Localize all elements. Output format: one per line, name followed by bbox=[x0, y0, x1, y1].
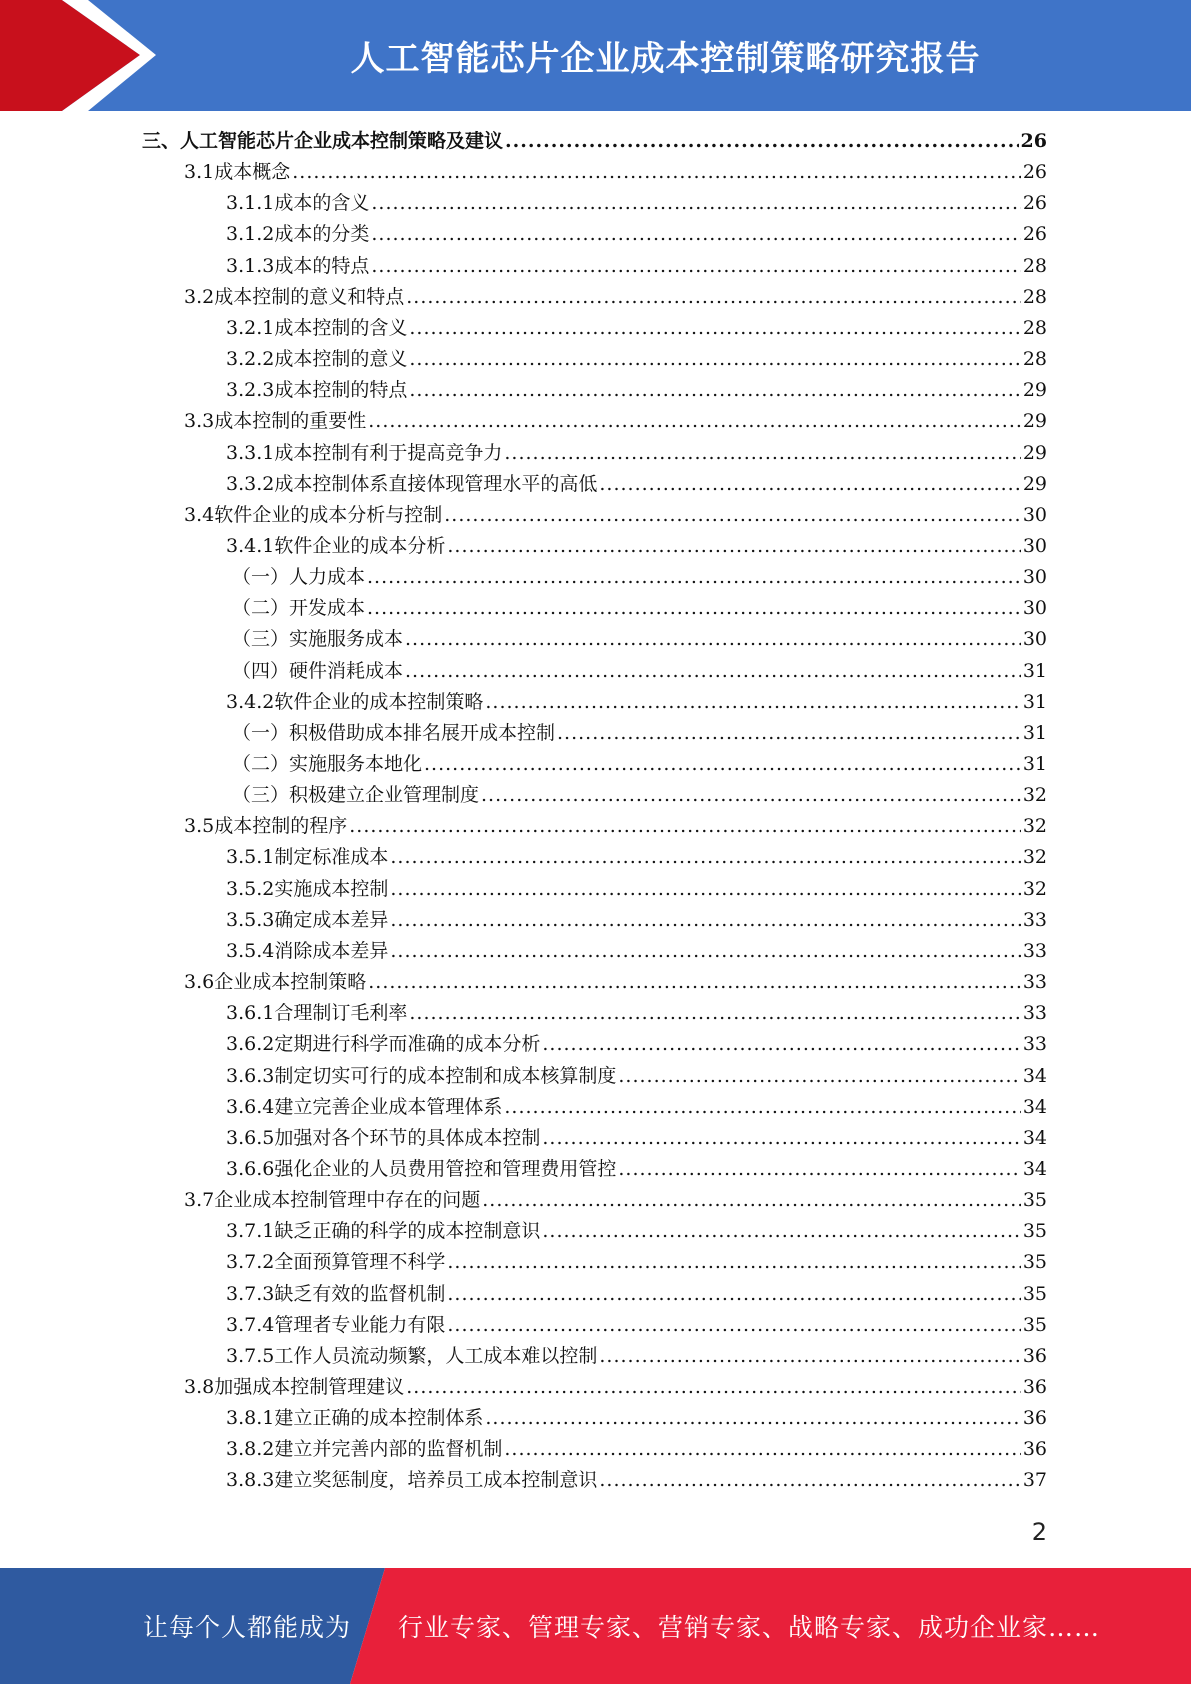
toc-entry-number: 3.6.3 bbox=[226, 1064, 275, 1087]
toc-entry-page: 31 bbox=[1022, 659, 1047, 682]
toc-dot-leader bbox=[409, 344, 1020, 375]
toc-entry[interactable] bbox=[226, 531, 1047, 562]
toc-entry-label: 成本概念 bbox=[214, 161, 291, 184]
toc-entry-label: （三）积极建立企业管理制度 bbox=[232, 784, 480, 807]
toc-entry-number: 3.1 bbox=[184, 161, 215, 184]
toc-entry-label: 成本控制体系直接体现管理水平的高低 bbox=[274, 472, 598, 495]
toc-entry-label: 企业成本控制管理中存在的问题 bbox=[214, 1189, 481, 1212]
toc-entry[interactable] bbox=[226, 188, 1047, 219]
toc-dot-leader bbox=[542, 1029, 1020, 1060]
toc-entry-page: 30 bbox=[1022, 597, 1047, 620]
toc-entry-label: 成本控制的意义 bbox=[274, 348, 408, 371]
toc-entry-label: 确定成本差异 bbox=[274, 908, 389, 931]
toc-entry-number: 3.6.4 bbox=[226, 1095, 275, 1118]
toc-entry-page: 28 bbox=[1022, 316, 1047, 339]
toc-entry[interactable] bbox=[184, 500, 1047, 531]
page-number: 2 bbox=[1031, 1518, 1047, 1546]
toc-entry-page: 33 bbox=[1022, 1033, 1047, 1056]
toc-entry[interactable] bbox=[184, 406, 1047, 437]
toc-entry-page: 29 bbox=[1022, 441, 1047, 464]
toc-entry-number: 3.5.1 bbox=[226, 846, 275, 869]
toc-dot-leader bbox=[599, 1341, 1020, 1372]
toc-entry[interactable] bbox=[232, 562, 1047, 593]
toc-dot-leader bbox=[368, 406, 1021, 437]
toc-entry[interactable] bbox=[226, 469, 1047, 500]
toc-entry[interactable] bbox=[184, 1372, 1047, 1403]
toc-entry[interactable] bbox=[226, 375, 1047, 406]
toc-entry-number: 三、 bbox=[142, 130, 181, 152]
toc-entry-number: 3.1.3 bbox=[226, 254, 275, 277]
toc-entry-label: 定期进行科学而准确的成本分析 bbox=[274, 1033, 541, 1056]
toc-dot-leader bbox=[390, 842, 1020, 873]
toc-dot-leader bbox=[406, 1372, 1021, 1403]
toc-dot-leader bbox=[447, 1310, 1020, 1341]
toc-entry-label: 成本控制的程序 bbox=[214, 815, 348, 838]
toc-dot-leader bbox=[504, 1092, 1020, 1123]
toc-dot-leader bbox=[292, 157, 1021, 188]
toc-entry-number: 3.7 bbox=[184, 1189, 215, 1212]
toc-entry[interactable] bbox=[232, 718, 1047, 749]
toc-entry-page: 29 bbox=[1022, 379, 1047, 402]
toc-entry-page: 31 bbox=[1022, 753, 1047, 775]
toc-dot-leader bbox=[367, 593, 1021, 624]
toc-entry-page: 35 bbox=[1022, 1189, 1047, 1212]
toc-entry[interactable] bbox=[184, 967, 1047, 998]
toc-dot-leader bbox=[409, 998, 1020, 1029]
toc-entry[interactable] bbox=[226, 1310, 1047, 1341]
toc-entry-number: 3.8.3 bbox=[226, 1469, 275, 1492]
toc-dot-leader bbox=[599, 1465, 1020, 1496]
toc-entry-number: 3.6.1 bbox=[226, 1002, 275, 1025]
toc-entry[interactable] bbox=[232, 593, 1047, 624]
toc-entry-label: 建立奖惩制度，培养员工成本控制意识 bbox=[274, 1469, 598, 1492]
toc-entry-label: 软件企业的成本分析 bbox=[274, 534, 446, 557]
toc-entry[interactable] bbox=[226, 936, 1047, 967]
toc-entry-number: 3.7.2 bbox=[226, 1251, 275, 1274]
toc-entry-page: 32 bbox=[1022, 784, 1047, 807]
toc-entry-number: 3.4.2 bbox=[226, 690, 275, 713]
toc-dot-leader bbox=[390, 936, 1020, 967]
toc-entry-label: 制定标准成本 bbox=[274, 846, 389, 869]
toc-entry-label: 成本控制的重要性 bbox=[214, 410, 367, 433]
toc-entry-page: 28 bbox=[1022, 348, 1047, 371]
toc-entry[interactable] bbox=[226, 842, 1047, 873]
toc-entry[interactable] bbox=[184, 1185, 1047, 1216]
toc-dot-leader bbox=[447, 531, 1020, 562]
toc-entry-page: 32 bbox=[1022, 877, 1047, 900]
toc-entry[interactable] bbox=[184, 282, 1047, 313]
toc-entry[interactable] bbox=[226, 1123, 1047, 1154]
toc-dot-leader bbox=[618, 1154, 1020, 1185]
toc-entry-number: 3.3.2 bbox=[226, 472, 275, 495]
toc-entry-page: 32 bbox=[1022, 815, 1047, 838]
toc-entry-page: 33 bbox=[1022, 908, 1047, 931]
toc-dot-leader bbox=[371, 251, 1020, 282]
toc-dot-leader bbox=[390, 874, 1020, 905]
toc-entry-label: 加强对各个环节的具体成本控制 bbox=[274, 1126, 541, 1149]
toc-dot-leader bbox=[390, 905, 1020, 936]
toc-entry-number: 3.6 bbox=[184, 971, 215, 994]
toc-entry-page: 26 bbox=[1022, 161, 1047, 184]
toc-entry[interactable] bbox=[226, 251, 1047, 282]
footer-banner bbox=[0, 1568, 1191, 1684]
toc-entry-page: 30 bbox=[1022, 628, 1047, 651]
toc-dot-leader bbox=[405, 656, 1021, 687]
toc-entry-page: 26 bbox=[1022, 192, 1047, 215]
toc-entry-label: （一）积极借助成本排名展开成本控制 bbox=[232, 721, 556, 744]
toc-entry-label: 工作人员流动频繁，人工成本难以控制 bbox=[274, 1344, 598, 1367]
toc-entry[interactable] bbox=[226, 1341, 1047, 1372]
toc-entry-label: 成本的分类 bbox=[274, 223, 370, 246]
toc-entry-page: 28 bbox=[1022, 254, 1047, 277]
toc-dot-leader bbox=[504, 1434, 1020, 1465]
toc-entry-number: 3.1.2 bbox=[226, 223, 275, 246]
toc-entry[interactable] bbox=[226, 1434, 1047, 1465]
toc-entry-page: 26 bbox=[1022, 223, 1047, 246]
toc-entry-number: 3.4 bbox=[184, 503, 215, 526]
toc-dot-leader bbox=[349, 811, 1021, 842]
toc-entry-number: 3.2.2 bbox=[226, 348, 275, 371]
toc-entry-page: 36 bbox=[1022, 1407, 1047, 1430]
toc-entry[interactable] bbox=[226, 1247, 1047, 1278]
toc-entry-page: 30 bbox=[1022, 534, 1047, 557]
toc-entry-label: 成本的特点 bbox=[274, 254, 370, 277]
toc-entry-page: 30 bbox=[1022, 566, 1047, 589]
toc-entry-page: 34 bbox=[1022, 1064, 1047, 1087]
toc-entry-label: 人工智能芯片企业成本控制策略及建议 bbox=[180, 130, 504, 152]
toc-entry-page: 35 bbox=[1022, 1220, 1047, 1243]
toc-entry-label: （二）开发成本 bbox=[232, 597, 366, 620]
footer-slogan-left: 让每个人都能成为 bbox=[143, 1613, 352, 1642]
toc-entry[interactable] bbox=[232, 656, 1047, 687]
toc-entry-page: 34 bbox=[1022, 1126, 1047, 1149]
toc-dot-leader bbox=[424, 749, 1021, 780]
toc-entry[interactable] bbox=[232, 749, 1047, 780]
toc-entry[interactable] bbox=[226, 1092, 1047, 1123]
toc-entry[interactable] bbox=[232, 780, 1047, 811]
toc-dot-leader bbox=[367, 562, 1021, 593]
toc-entry[interactable] bbox=[226, 1403, 1047, 1434]
toc-entry-label: 成本控制有利于提高竞争力 bbox=[274, 441, 503, 464]
toc-entry-page: 36 bbox=[1022, 1376, 1047, 1398]
toc-entry-number: 3.7.3 bbox=[226, 1282, 275, 1305]
toc-entry-page: 34 bbox=[1022, 1157, 1047, 1180]
toc-entry-label: 建立完善企业成本管理体系 bbox=[274, 1095, 503, 1118]
toc-entry-number: 3.8 bbox=[184, 1376, 215, 1398]
toc-entry-label: 成本控制的含义 bbox=[274, 316, 408, 339]
toc-entry[interactable] bbox=[226, 1029, 1047, 1060]
toc-entry-number: 3.8.2 bbox=[226, 1438, 275, 1461]
toc-dot-leader bbox=[482, 1185, 1021, 1216]
toc-entry-label: 企业成本控制策略 bbox=[214, 971, 367, 994]
toc-dot-leader bbox=[481, 780, 1021, 811]
toc-dot-leader bbox=[368, 967, 1021, 998]
toc-entry-page: 30 bbox=[1022, 503, 1047, 526]
toc-entry-number: 3.2 bbox=[184, 285, 215, 308]
toc-entry-label: （三）实施服务成本 bbox=[232, 628, 404, 651]
toc-entry-number: 3.7.4 bbox=[226, 1313, 275, 1336]
toc-entry-number: 3.5.3 bbox=[226, 908, 275, 931]
toc-entry-page: 31 bbox=[1022, 721, 1047, 744]
red-chevron-shape bbox=[0, 0, 140, 111]
toc-entry[interactable] bbox=[226, 1061, 1047, 1092]
toc-entry-number: 3.6.5 bbox=[226, 1126, 275, 1149]
toc-entry-number: 3.1.1 bbox=[226, 192, 275, 215]
toc-entry[interactable] bbox=[226, 998, 1047, 1029]
toc-dot-leader bbox=[405, 624, 1021, 655]
toc-entry-page: 29 bbox=[1022, 472, 1047, 495]
toc-entry-page: 36 bbox=[1022, 1344, 1047, 1367]
toc-entry-label: 缺乏有效的监督机制 bbox=[274, 1282, 446, 1305]
toc-dot-leader bbox=[447, 1279, 1020, 1310]
toc-entry[interactable] bbox=[226, 874, 1047, 905]
toc-dot-leader bbox=[504, 438, 1020, 469]
toc-entry-label: 成本控制的意义和特点 bbox=[214, 285, 405, 308]
toc-dot-leader bbox=[371, 188, 1020, 219]
toc-entry-label: 管理者专业能力有限 bbox=[274, 1313, 446, 1336]
toc-entry-label: 全面预算管理不科学 bbox=[274, 1251, 446, 1274]
toc-entry-label: 软件企业的成本控制策略 bbox=[274, 690, 484, 713]
toc-dot-leader bbox=[406, 282, 1021, 313]
toc-entry[interactable] bbox=[232, 624, 1047, 655]
toc-entry-number: 3.3.1 bbox=[226, 441, 275, 464]
toc-dot-leader bbox=[618, 1061, 1020, 1092]
footer-slogan-right: 行业专家、管理专家、营销专家、战略专家、成功企业家…… bbox=[398, 1613, 1101, 1642]
toc-entry[interactable] bbox=[226, 1216, 1047, 1247]
toc-entry-page: 29 bbox=[1022, 410, 1047, 433]
toc-entry-number: 3.4.1 bbox=[226, 534, 275, 557]
toc-dot-leader bbox=[557, 718, 1021, 749]
toc-dot-leader bbox=[485, 1403, 1020, 1434]
toc-dot-leader bbox=[444, 500, 1021, 531]
toc-entry-label: 成本的含义 bbox=[274, 192, 370, 215]
toc-entry-number: 3.2.3 bbox=[226, 379, 275, 402]
toc-entry[interactable] bbox=[226, 1465, 1047, 1496]
toc-entry[interactable] bbox=[226, 905, 1047, 936]
toc-entry-label: 强化企业的人员费用管控和管理费用管控 bbox=[274, 1157, 617, 1180]
toc-entry-label: 消除成本差异 bbox=[274, 939, 389, 962]
toc-entry-number: 3.8.1 bbox=[226, 1407, 275, 1430]
toc-dot-leader bbox=[409, 375, 1020, 406]
toc-entry-page: 34 bbox=[1022, 1095, 1047, 1118]
toc-entry[interactable] bbox=[184, 811, 1047, 842]
toc-entry[interactable] bbox=[226, 438, 1047, 469]
toc-dot-leader bbox=[409, 313, 1020, 344]
toc-entry-page: 33 bbox=[1022, 1002, 1047, 1025]
toc-dot-leader bbox=[542, 1123, 1020, 1154]
toc-entry-page: 35 bbox=[1022, 1251, 1047, 1274]
toc-entry-page: 35 bbox=[1022, 1313, 1047, 1336]
toc-entry[interactable] bbox=[184, 157, 1047, 188]
toc-entry-label: （二）实施服务本地化 bbox=[232, 753, 423, 775]
toc-entry-label: 合理制订毛利率 bbox=[274, 1002, 408, 1025]
toc-entry-page: 32 bbox=[1022, 846, 1047, 869]
report-title: 人工智能芯片企业成本控制策略研究报告 bbox=[350, 39, 981, 79]
toc-entry-label: （四）硬件消耗成本 bbox=[232, 659, 404, 682]
toc-entry-page: 35 bbox=[1022, 1282, 1047, 1305]
toc-dot-leader bbox=[485, 687, 1020, 718]
header-banner bbox=[0, 0, 1191, 111]
toc-entry-label: 成本控制的特点 bbox=[274, 379, 408, 402]
toc-entry-label: 实施成本控制 bbox=[274, 877, 389, 900]
toc-entry-page: 37 bbox=[1022, 1469, 1047, 1492]
toc-entry[interactable] bbox=[226, 219, 1047, 250]
toc-entry-label: 缺乏正确的科学的成本控制意识 bbox=[274, 1220, 541, 1243]
toc-entry-page: 33 bbox=[1022, 939, 1047, 962]
toc-entry[interactable] bbox=[226, 687, 1047, 718]
toc-dot-leader bbox=[505, 126, 1019, 157]
toc-entry-label: 制定切实可行的成本控制和成本核算制度 bbox=[274, 1064, 617, 1087]
toc-entry-number: 3.7.1 bbox=[226, 1220, 275, 1243]
toc-entry-number: 3.5.2 bbox=[226, 877, 275, 900]
toc-entry-page: 33 bbox=[1022, 971, 1047, 994]
toc-entry-number: 3.5.4 bbox=[226, 939, 275, 962]
toc-entry-label: （一）人力成本 bbox=[232, 566, 366, 589]
toc-dot-leader bbox=[599, 469, 1020, 500]
toc-entry-number: 3.7.5 bbox=[226, 1344, 275, 1367]
toc-entry-label: 加强成本控制管理建议 bbox=[214, 1376, 405, 1398]
toc-entry-number: 3.6.2 bbox=[226, 1033, 275, 1056]
toc-entry-number: 3.3 bbox=[184, 410, 215, 433]
toc-entry-page: 26 bbox=[1020, 130, 1047, 152]
toc-entry-label: 软件企业的成本分析与控制 bbox=[214, 503, 443, 526]
toc-dot-leader bbox=[447, 1247, 1020, 1278]
toc-entry-number: 3.6.6 bbox=[226, 1157, 275, 1180]
toc-dot-leader bbox=[371, 219, 1020, 250]
toc-entry[interactable] bbox=[226, 313, 1047, 344]
toc-entry-page: 31 bbox=[1022, 690, 1047, 713]
toc-entry-label: 建立正确的成本控制体系 bbox=[274, 1407, 484, 1430]
toc-entry[interactable] bbox=[226, 1154, 1047, 1185]
toc-entry-number: 3.2.1 bbox=[226, 316, 275, 339]
toc-entry-number: 3.5 bbox=[184, 815, 215, 838]
toc-entry-page: 28 bbox=[1022, 285, 1047, 308]
toc-entry[interactable] bbox=[226, 344, 1047, 375]
toc-entry-page: 36 bbox=[1022, 1438, 1047, 1461]
toc-entry-label: 建立并完善内部的监督机制 bbox=[274, 1438, 503, 1461]
toc-dot-leader bbox=[542, 1216, 1020, 1247]
toc-entry[interactable] bbox=[142, 126, 1047, 157]
toc-entry[interactable] bbox=[226, 1279, 1047, 1310]
